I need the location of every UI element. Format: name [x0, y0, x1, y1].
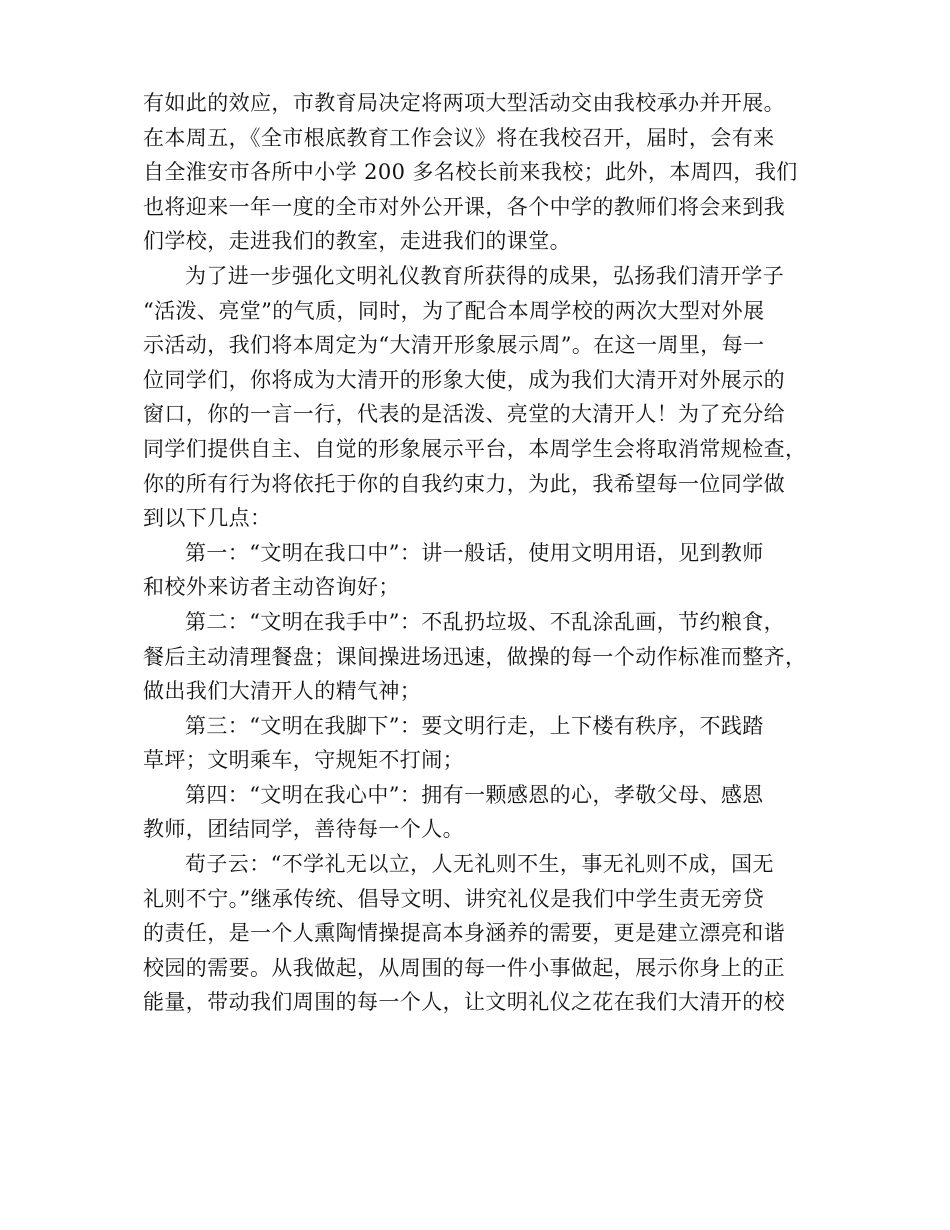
text-line: 在本周五，《全市根底教育工作会议》将在我校召开，届时，会有来	[143, 125, 775, 150]
text-line: 自全淮安市各所中小学 200 多名校长前来我校；此外，本周四，我们	[143, 160, 798, 185]
text-line: 荀子云：“不学礼无以立，人无礼则不生，事无礼则不成，国无	[185, 852, 774, 877]
text-line: 位同学们，你将成为大清开的形象大使，成为我们大清开对外展示的	[143, 367, 785, 392]
text-line: 你的所有行为将依托于你的自我约束力，为此，我希望每一位同学做	[143, 471, 785, 496]
text-line: 能量，带动我们周围的每一个人，让文明礼仪之花在我们大清开的校	[143, 990, 785, 1015]
body-text	[143, 86, 831, 1020]
text-line: 教师，团结同学，善待每一个人。	[143, 817, 464, 842]
text-line: 第四：“文明在我心中”：拥有一颗感恩的心，孝敬父母、感恩	[185, 782, 764, 807]
text-line: 有如此的效应，市教育局决定将两项大型活动交由我校承办并开展。	[143, 91, 785, 115]
text-line: 为了进一步强化文明礼仪教育所获得的成果，弘扬我们清开学子	[185, 263, 785, 288]
text-line: 们学校，走进我们的教室，走进我们的课堂。	[143, 229, 571, 254]
text-line: 礼则不宁。”继承传统、倡导文明、讲究礼仪是我们中学生责无旁贷	[143, 886, 765, 911]
text-line: 第三：“文明在我脚下”：要文明行走，上下楼有秩序，不践踏	[185, 713, 764, 738]
text-line: 校园的需要。从我做起，从周围的每一件小事做起，展示你身上的正	[143, 955, 785, 980]
text-line: 和校外来访者主动咨询好；	[143, 575, 400, 600]
text-line: 做出我们大清开人的精气神；	[143, 679, 422, 704]
text-line: 第二：“文明在我手中”：不乱扔垃圾、不乱涂乱画，节约粮食，	[185, 609, 786, 634]
text-line: 窗口，你的一言一行，代表的是活泼、亮堂的大清开人！为了充分给	[143, 402, 785, 427]
text-line: 的责任，是一个人熏陶情操提高本身涵养的需要，更是建立漂亮和谐	[143, 921, 785, 946]
text-line: 同学们提供自主、自觉的形象展示平台，本周学生会将取消常规检查，	[143, 436, 807, 461]
text-line: 草坪；文明乘车，守规矩不打闹；	[143, 748, 464, 773]
text-line: 到以下几点：	[143, 506, 272, 531]
text-line: 也将迎来一年一度的全市对外公开课，各个中学的教师们将会来到我	[143, 194, 785, 219]
text-line: 餐后主动清理餐盘；课间操进场迅速，做操的每一个动作标准而整齐，	[143, 644, 807, 669]
text-line: 第一：“文明在我口中”：讲一般话，使用文明用语，见到教师	[185, 540, 764, 565]
text-line: 示活动，我们将本周定为“大清开形象展示周”。在这一周里，每一	[143, 333, 765, 358]
text-line: “活泼、亮堂”的气质，同时，为了配合本周学校的两次大型对外展	[143, 298, 765, 323]
